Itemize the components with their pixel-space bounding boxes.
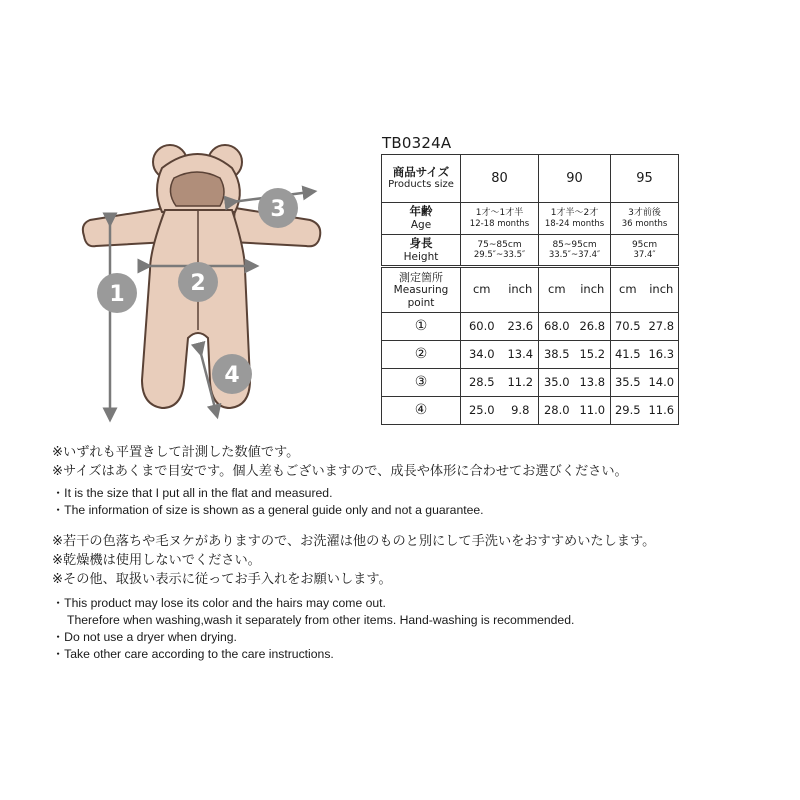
point-label: ② [382,341,461,369]
size-header-cell [382,155,461,203]
value-cell: 13.4 [503,341,539,369]
size-90: 90 [539,155,611,203]
value-cell: 41.5 [611,341,645,369]
value-cell: 70.5 [611,313,645,341]
unit-inch: inch [645,267,679,313]
value-cell: 34.0 [461,341,503,369]
height-header-jp: 身長 [409,235,433,250]
marker-4 [212,354,252,394]
height-cell-90 [539,235,611,267]
height-inch: 29.5″~33.5″ [473,250,526,261]
height-inch: 37.4″ [633,250,656,261]
notes-section [52,443,792,663]
age-header-jp: 年齢 [409,204,433,219]
table-row [382,397,679,425]
height-row [382,235,679,267]
marker-1 [97,273,137,313]
height-cm: 85~95cm [552,239,597,250]
value-cell: 11.6 [645,397,679,425]
value-cell: 38.5 [539,341,575,369]
value-cell: 28.0 [539,397,575,425]
marker-2 [178,262,218,302]
height-cell-80 [461,235,539,267]
value-cell: 35.5 [611,369,645,397]
value-cell: 11.0 [575,397,611,425]
value-cell: 35.0 [539,369,575,397]
marker-2-label: 2 [190,271,206,296]
age-row [382,203,679,235]
value-cell: 14.0 [645,369,679,397]
height-header-cell [382,235,461,267]
point-label: ④ [382,397,461,425]
value-cell: 13.8 [575,369,611,397]
size-95: 95 [611,155,679,203]
age-cell-80 [461,203,539,235]
note-en-6: ・Take other care according to the care instructions. [52,647,334,661]
unit-cm: cm [539,267,575,313]
point-label: ③ [382,369,461,397]
note-en-3: ・This product may lose its color and the hairs may come out. [52,596,386,610]
height-cm: 75~85cm [477,239,522,250]
value-cell: 23.6 [503,313,539,341]
age-header-en: Age [410,219,432,232]
age-header-cell [382,203,461,235]
note-jp-3: ※若干の色落ちや毛ヌケがありますので、お洗濯は他のものと別にして手洗いをおすすめいたします。 [52,534,656,549]
age-jp: 1才〜1才半 [475,208,524,218]
table-row [382,313,679,341]
measuring-header-en2: point [407,296,435,309]
note-en-5: ・Do not use a dryer when drying. [52,630,237,644]
product-code: TB0324A [382,134,452,152]
value-cell: 26.8 [575,313,611,341]
marker-3-label: 3 [270,197,286,222]
size-row [382,155,679,203]
value-cell: 25.0 [461,397,503,425]
table-row [382,341,679,369]
unit-row [382,267,679,313]
value-cell: 11.2 [503,369,539,397]
note-en-4: Therefore when washing,wash it separately from other items. Hand-washing is recommended. [67,613,575,627]
size-table [381,154,679,425]
note-jp-1: ※いずれも平置きして計測した数値です。 [52,445,300,460]
marker-3 [258,188,298,228]
note-jp-4: ※乾燥機は使用しないでください。 [52,553,261,568]
value-cell: 60.0 [461,313,503,341]
value-cell: 16.3 [645,341,679,369]
note-jp-2: ※サイズはあくまで目安です。個人差もございますので、成長や体形に合わせてお選びください。 [52,464,628,479]
value-cell: 27.8 [645,313,679,341]
note-en-1: ・It is the size that I put all in the flat and measured. [52,486,333,500]
measuring-header-en1: Measuring [393,284,449,296]
age-cell-90 [539,203,611,235]
value-cell: 29.5 [611,397,645,425]
measuring-header-jp: 測定箇所 [399,270,443,284]
note-en-2: ・The information of size is shown as a general guide only and not a guarantee. [52,503,484,517]
value-cell: 9.8 [503,397,539,425]
note-jp-5: ※その他、取扱い表示に従ってお手入れをお願いします。 [52,572,392,587]
age-cell-95 [611,203,679,235]
age-en: 12-18 months [469,218,530,229]
marker-1-label: 1 [109,282,125,307]
measuring-header-cell [382,267,461,313]
size-header-jp: 商品サイズ [392,164,450,179]
height-header-en: Height [403,250,439,263]
age-jp: 1才半〜2才 [550,208,599,218]
value-cell: 68.0 [539,313,575,341]
value-cell: 28.5 [461,369,503,397]
table-row [382,369,679,397]
value-cell: 15.2 [575,341,611,369]
garment-measurement-figure [70,130,350,430]
age-jp: 3才前後 [628,208,661,218]
age-en: 36 months [621,218,668,229]
height-inch: 33.5″~37.4″ [548,250,601,261]
unit-cm: cm [611,267,645,313]
marker-4-label: 4 [224,363,240,388]
point-label: ① [382,313,461,341]
size-80: 80 [461,155,539,203]
unit-cm: cm [461,267,503,313]
unit-inch: inch [503,267,539,313]
unit-inch: inch [575,267,611,313]
size-header-en: Products size [388,179,454,191]
height-cell-95 [611,235,679,267]
height-cm: 95cm [631,239,658,250]
age-en: 18-24 months [544,218,605,229]
